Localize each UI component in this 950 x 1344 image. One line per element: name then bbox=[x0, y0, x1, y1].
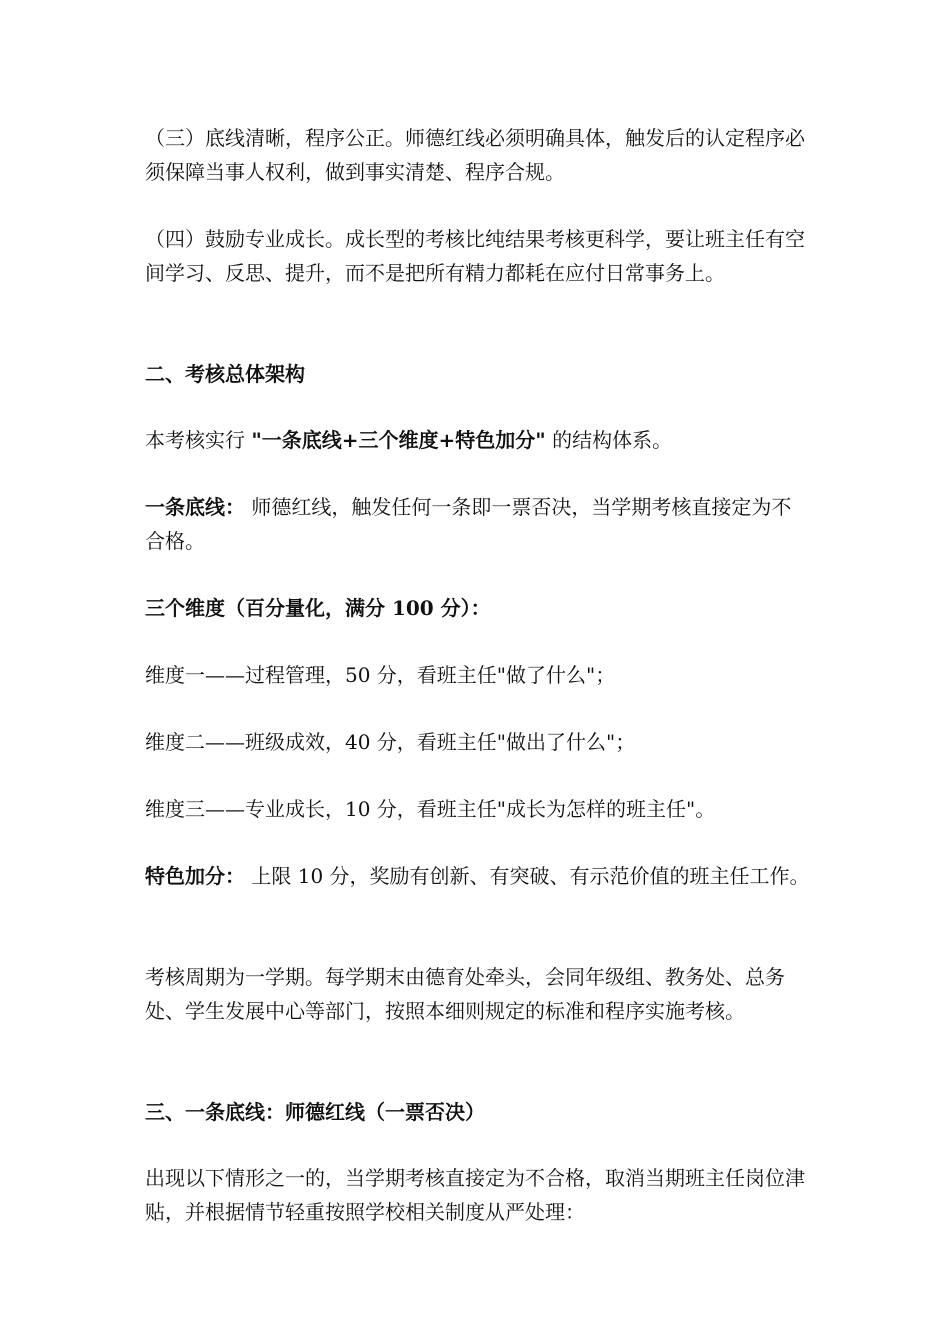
baseline-paragraph bbox=[145, 490, 810, 558]
dimension-two-item: 维度二——班级成效，40 分，看班主任"做出了什么"； bbox=[145, 730, 636, 754]
dimension-three-item: 维度三——专业成长，10 分，看班主任"成长为怎样的班主任"。 bbox=[145, 797, 716, 821]
structure-prefix: 本考核实行 bbox=[145, 428, 252, 452]
baseline-label: 一条底线： bbox=[145, 495, 245, 519]
baseline-text: 师德红线，触发任何一条即一票否决，当学期考核直接定为不合格。 bbox=[145, 495, 792, 553]
assessment-cycle-paragraph: 考核周期为一学期。每学期末由德育处牵头，会同年级组、教务处、总务处、学生发展中心等部门，按照本细则规定的标准和程序实施考核。 bbox=[145, 965, 785, 1023]
structure-formula: "一条底线+三个维度+特色加分" bbox=[251, 428, 546, 452]
section-two-heading: 二、考核总体架构 bbox=[145, 362, 305, 386]
principle-four-paragraph: （四）鼓励专业成长。成长型的考核比纯结果考核更科学，要让班主任有空间学习、反思、提升，而不是把所有精力都耗在应付日常事务上。 bbox=[145, 227, 805, 285]
bonus-label: 特色加分： bbox=[145, 864, 245, 888]
red-line-intro-paragraph: 出现以下情形之一的，当学期考核直接定为不合格，取消当期班主任岗位津贴，并根据情节轻重按照学校相关制度从严处理： bbox=[145, 1166, 805, 1224]
section-three-heading: 三、一条底线：师德红线（一票否决） bbox=[145, 1100, 485, 1124]
structure-suffix: 的结构体系。 bbox=[545, 428, 673, 452]
principle-three-paragraph: （三）底线清晰，程序公正。师德红线必须明确具体，触发后的认定程序必须保障当事人权利，做到事实清楚、程序合规。 bbox=[145, 126, 805, 184]
dimensions-heading: 三个维度（百分量化，满分 100 分）： bbox=[145, 596, 491, 620]
dimension-one-item: 维度一——过程管理，50 分，看班主任"做了什么"； bbox=[145, 663, 616, 687]
structure-paragraph bbox=[145, 423, 810, 457]
bonus-paragraph bbox=[145, 859, 810, 893]
bonus-text: 上限 10 分，奖励有创新、有突破、有示范价值的班主任工作。 bbox=[245, 864, 810, 888]
